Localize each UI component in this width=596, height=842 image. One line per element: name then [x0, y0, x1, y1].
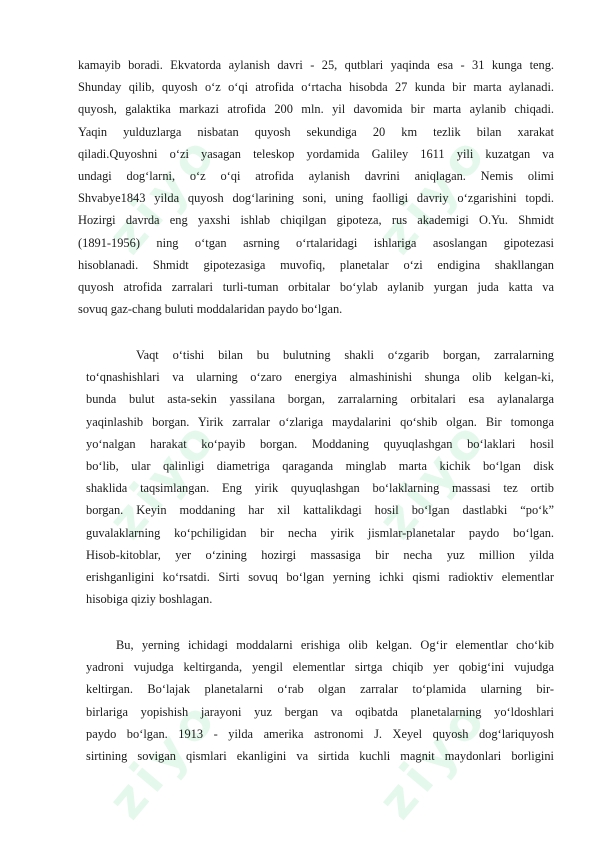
watermark: ziyo — [366, 122, 500, 265]
text-line: paydo bo‘lgan. 1913 - yilda amerika astronomi J. Xeyel quyosh dog‘lariquyosh — [86, 726, 554, 741]
text-line: Shunday qilib, quyosh o‘z o‘qi atrofida o‘rtacha hisobda 27 kunda bir marta aylanadi. — [78, 80, 554, 95]
text-line: Vaqt o‘tishi bilan bu bulutning shakli o‘zgarib borgan, zarralarning — [136, 348, 554, 362]
text-line: hisobiga qiziy boshlagan. — [86, 592, 213, 607]
text-line: Yaqin yulduzlarga nisbatan quyosh sekundiga 20 km tezlik bilan xarakat — [78, 124, 554, 139]
text-line: Shvabye1843 yilda quyosh dog‘larining soni, uning faolligi davriy o‘zgarishini topdi. — [78, 191, 554, 206]
watermark: ziyo — [96, 407, 230, 550]
text-line: quyosh, galaktika markazi atrofida 200 mln. yil davomida bir marta aylanib chiqadi. — [78, 102, 554, 117]
text-line: borgan. Keyin moddaning har xil kattalikdagi hosil bo‘lgan dastlabki “po‘k” — [86, 503, 554, 518]
text-line: qiladi.Quyoshni o‘zi yasagan teleskop yordamida Galiley 1611 yili kuzatgan va — [78, 146, 554, 161]
text-line: to‘qnashishlari va ularning o‘zaro energiya almashinishi shunga olib kelgan-ki, — [86, 370, 554, 385]
text-line: keltirgan. Bo‘lajak planetalarni o‘rab olgan zarralar to‘plamida ularning bir- — [86, 682, 554, 697]
paragraph-1 — [78, 54, 554, 320]
text-line: erishganligini ko‘rsatdi. Sirti sovuq bo‘lgan yerning ichki qismi radioktiv elementlar — [86, 570, 554, 585]
text-line: yaqinlashib borgan. Yirik zarralar o‘zlariga maydalarini qo‘shib olgan. Bir tomonga — [86, 414, 554, 429]
watermark: ziyo — [366, 687, 500, 830]
text-line: (1891-1956) ning o‘tgan asrning o‘rtalaridagi ishlariga asoslangan gipotezasi — [78, 235, 554, 250]
text-line: kamayib boradi. Ekvatorda aylanish davri - 25, qutblari yaqinda esa - 31 kunga teng. — [78, 58, 554, 72]
text-line: bo‘lib, ular qalinligi diametriga qaraganda minglab marta kichik bo‘lgan disk — [86, 459, 554, 474]
watermark: ziyo — [96, 122, 230, 265]
paragraph-2 — [86, 344, 554, 610]
text-line: shaklida taqsimlangan. Eng yirik quyuqlashgan bo‘laklarning massasi tez ortib — [86, 481, 554, 496]
text-line: guvalaklarning ko‘pchiligidan bir necha yirik jismlar-planetalar paydo bo‘lgan. — [86, 525, 554, 540]
text-line: hisoblanadi. Shmidt gipotezasiga muvofiq, planetalar o‘zi endigina shakllangan — [78, 257, 554, 272]
text-line: yo‘nalgan harakat ko‘payib borgan. Moddaning quyuqlashgan bo‘laklari hosil — [86, 436, 554, 451]
paragraph-3 — [86, 634, 554, 767]
text-line: Bu, yerning ichidagi moddalarni erishiga olib kelgan. Og‘ir elementlar cho‘kib — [116, 638, 554, 652]
text-line: yadroni vujudga keltirganda, yengil elementlar sirtga chiqib yer qobig‘ini vujudga — [86, 660, 554, 675]
text-line: birlariga yopishish jarayoni yuz bergan va oqibatda planetalarning yo‘ldoshlari — [86, 704, 554, 719]
watermark: ziyo — [366, 407, 500, 550]
text-line: sovuq gaz-chang buluti moddalaridan paydo bo‘lgan. — [78, 302, 343, 317]
text-line: sirtining sovigan qismlari ekanligini va sirtida kuchli magnit maydonlari borligini — [86, 749, 554, 764]
text-line: quyosh atrofida zarralari turli-tuman orbitalar bo‘ylab aylanib yurgan juda katta va — [78, 280, 554, 295]
text-line: Hisob-kitoblar, yer o‘zining hozirgi massasiga bir necha yuz million yilda — [86, 547, 554, 562]
text-line: undagi dog‘larni, o‘z o‘qi atrofida aylanish davrini aniqlagan. Nemis olimi — [78, 169, 554, 184]
text-line: Hozirgi davrda eng yaxshi ishlab chiqilgan gipoteza, rus akademigi O.Yu. Shmidt — [78, 213, 554, 228]
watermark: ziyo — [96, 687, 230, 830]
text-line: bunda bulut asta-sekin yassilana borgan, zarralarning orbitalari esa aylanalarga — [86, 392, 554, 407]
